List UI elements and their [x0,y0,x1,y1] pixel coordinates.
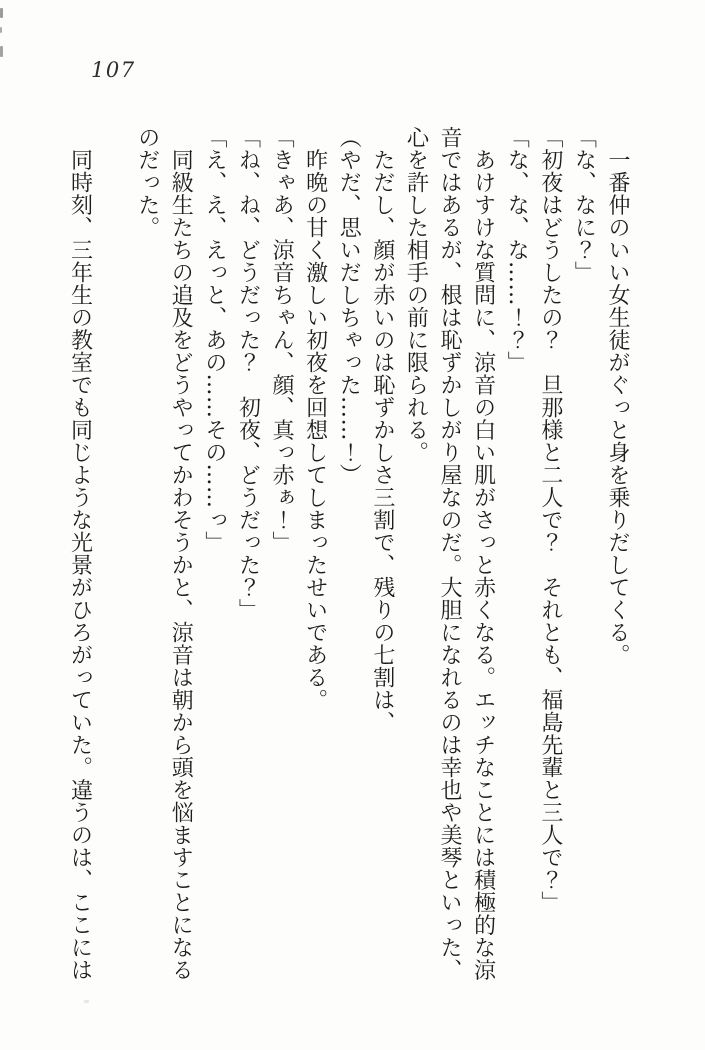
text-line-blank [97,126,131,992]
text-line-1: 一番仲のいい女生徒がぐっと身を乗りだしてくる。 [605,126,630,666]
text-line-11: 「きゃあ、涼音ちゃん、顔、真っ赤ぁ！」 [269,126,295,554]
text-line-6: 音ではあるが、根は恥ずかしがり屋なのだ。大胆になれるのは幸也や美琴といった、 [437,126,463,981]
text-line-3: 「初夜はどうしたの？ 旦那様と二人で？ それとも、福島先輩と三人で？」 [537,126,563,914]
text-line-4: 「な、な、な……！？」 [504,126,530,374]
page-number: 107 [91,58,136,82]
text-block [63,126,634,992]
scan-artifact [0,8,3,18]
scan-artifact [0,46,3,57]
text-line-2: 「な、なに？」 [571,126,597,284]
text-line-13: 「え、え、えっと、あの……その……っ」 [201,126,227,554]
scan-artifact [84,1000,89,1003]
text-line-8: ただし、顔が赤いのは恥ずかしさ三割で、残りの七割は、 [369,126,395,734]
text-line-9: （やだ、思いだしちゃった……！） [336,126,362,486]
text-line-7: 心を許した相手の前に限られる。 [403,126,429,464]
text-line-10: 昨晩の甘く激しい初夜を回想してしまったせいである。 [302,126,328,711]
text-line-12: 「ね、ね、どうだった？ 初夜、どうだった？」 [235,126,261,621]
text-line-5: あけすけな質問に、涼音の白い肌がさっと赤くなる。エッチなことには積極的な涼 [470,126,496,981]
scan-artifact [0,27,2,33]
text-line-16: 同時刻、三年生の教室でも同じような光景がひろがっていた。違うのは、ここには [67,126,93,981]
text-line-14: 同級生たちの追及をどうやってかわそうかと、涼音は朝から頭を悩ますことになる [168,126,194,981]
text-line-15: のだった。 [134,126,160,239]
